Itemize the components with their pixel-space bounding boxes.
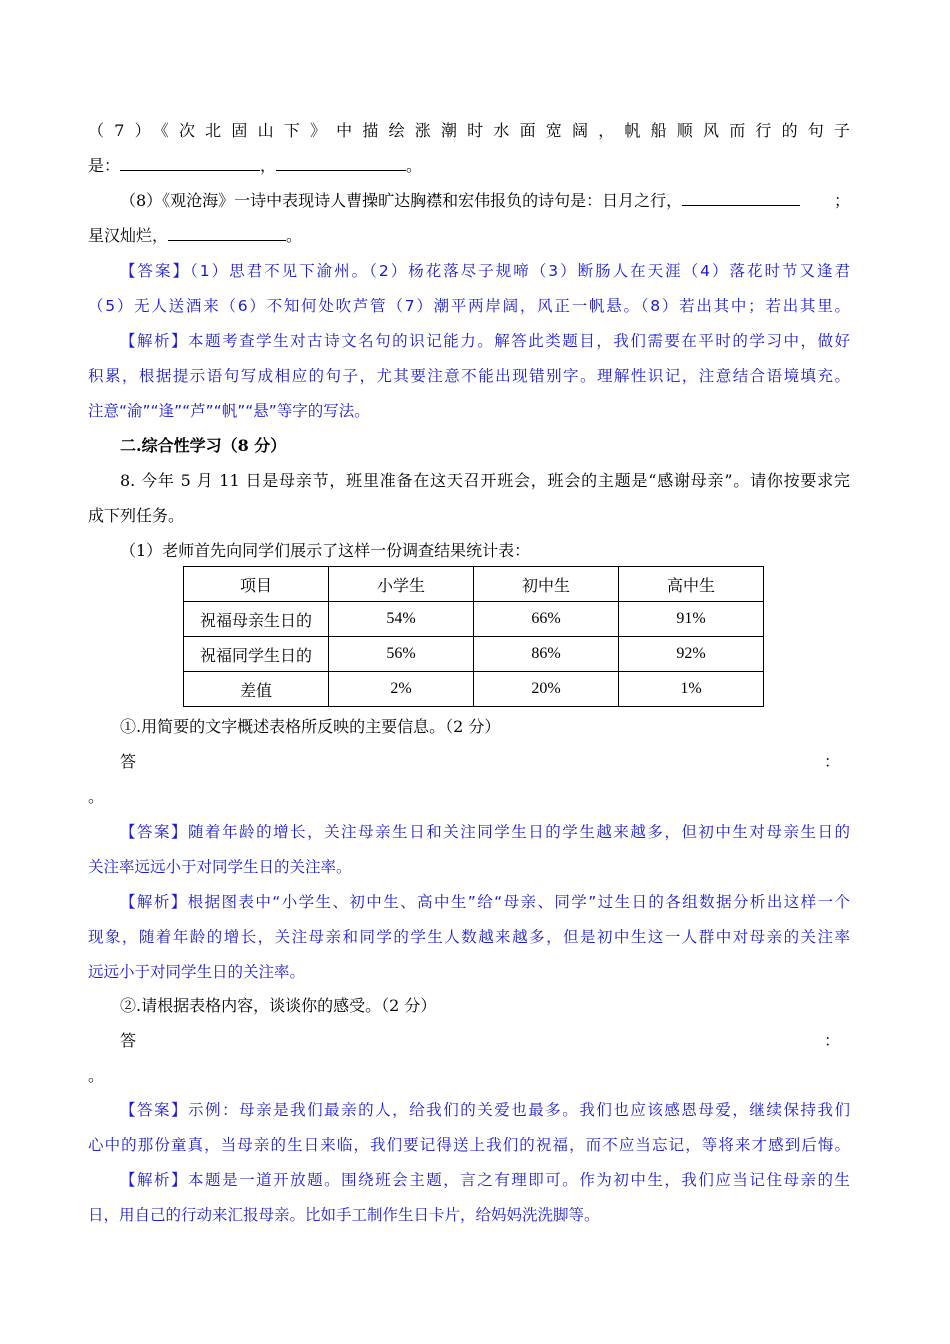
table-row [184,602,764,637]
table-cell: 祝福母亲生日的 [184,602,329,637]
q7-end: 。 [406,156,423,175]
table-header-row [184,567,764,602]
answer1-line2: （5）无人送酒来（6）不知何处吹芦管（7）潮平两岸阔，风正一帆悬。（8）若出其中；若出其里。 [88,297,850,315]
q7-question-line1: （7）《次北固山下》中描绘涨潮时水面宽阔，帆船顺风而行的句子 [88,121,850,140]
qa1-answer-label: 答 [120,752,137,771]
analysis1-line2: 积累，根据提示语句写成相应的句子，尤其要注意不能出现错别字。理解性识记，注意结合语境填充。 [88,367,850,385]
qa1-prompt: ①.用简要的文字概述表格所反映的主要信息。（2 分） [120,717,501,736]
q8-sub1: （1）老师首先向同学们展示了这样一份调查结果统计表： [120,541,531,560]
qa2-colon: ： [823,1031,840,1050]
q8-poem-line2 [88,226,850,246]
qa1-answer-line[interactable] [120,752,850,772]
analysis1-line3: 注意“渝”“逢”“芦”“帆”“悬”等字的写法。 [88,402,370,420]
q8-poem-line1 [120,191,850,211]
qa2-period: 。 [88,1066,105,1085]
q8-poem-end: 。 [286,226,303,245]
table-cell: 差值 [184,672,329,707]
table-cell: 56% [329,637,474,672]
q7-question-line2 [88,156,850,176]
qa2-answer-line2: 心中的那份童真，当母亲的生日来临，我们要记得送上我们的祝福，而不应当忘记，等将来才感到后悔。 [88,1136,850,1154]
qa2-analysis-line1: 【解析】本题是一道开放题。围绕班会主题，言之有理即可。作为初中生，我们应当记住母亲的生 [120,1171,850,1189]
q7-sep: ， [260,156,277,175]
q8-line2: 成下列任务。 [88,506,185,525]
table-cell: 92% [619,637,764,672]
qa1-answer-line2: 关注率远远小于对同学生日的关注率。 [88,858,352,876]
qa1-analysis-line3: 远远小于对同学生日的关注率。 [88,963,306,981]
q7-prefix: 是： [88,156,121,175]
qa2-answer-line1: 【答案】示例：母亲是我们最亲的人，给我们的关爱也最多。我们也应该感恩母爱，继续保持我们 [120,1101,850,1119]
table-cell: 20% [474,672,619,707]
table-row [184,672,764,707]
q7-blank-2[interactable] [276,156,406,171]
qa1-answer-line1: 【答案】随着年龄的增长，关注母亲生日和关注同学生日的学生越来越多，但初中生对母亲生日的 [120,823,850,841]
qa2-prompt: ②.请根据表格内容，谈谈你的感受。（2 分） [120,996,437,1015]
table-cell: 1% [619,672,764,707]
q8-poem-semicolon: ； [833,191,850,210]
answer1-line1: 【答案】（1）思君不见下渝州。（2）杨花落尽子规啼（3）断肠人在天涯（4）落花时节又逢君 [120,262,850,280]
table-cell: 91% [619,602,764,637]
q8-line1: 8. 今年 5 月 11 日是母亲节，班里准备在这天召开班会，班会的主题是“感谢母亲”。请你按要求完 [120,471,850,490]
section2-title: 二.综合性学习（8 分） [120,436,287,455]
q8-poem-blank-2[interactable] [168,226,286,241]
q8-poem-prefix: 星汉灿烂， [88,226,169,245]
q8-poem-blank-1[interactable] [682,191,800,206]
table-header-cell: 小学生 [329,567,474,602]
table-cell: 祝福同学生日的 [184,637,329,672]
table-cell: 54% [329,602,474,637]
table-header-cell: 项目 [184,567,329,602]
q7-blank-1[interactable] [120,156,260,171]
table-cell: 66% [474,602,619,637]
analysis1-line1: 【解析】本题考查学生对古诗文名句的识记能力。解答此类题目，我们需要在平时的学习中，做好 [120,332,850,350]
qa1-colon: ： [823,752,840,771]
survey-table [183,566,764,707]
table-header-cell: 高中生 [619,567,764,602]
qa1-analysis-line1: 【解析】根据图表中“小学生、初中生、高中生”给“母亲、同学”过生日的各组数据分析出这样一个 [120,893,850,911]
table-header-cell: 初中生 [474,567,619,602]
q8-poem-text: （8）《观沧海》一诗中表现诗人曹操旷达胸襟和宏伟报负的诗句是：日月之行， [120,191,683,210]
table-cell: 2% [329,672,474,707]
qa2-answer-line[interactable] [120,1031,850,1051]
qa2-answer-label: 答 [120,1031,137,1050]
table-row [184,637,764,672]
qa1-period: 。 [88,787,105,806]
qa1-analysis-line2: 现象，随着年龄的增长，关注母亲和同学的学生人数越来越多，但是初中生这一人群中对母亲的关注率 [88,928,850,946]
table-cell: 86% [474,637,619,672]
qa2-analysis-line2: 日，用自己的行动来汇报母亲。比如手工制作生日卡片，给妈妈洗洗脚等。 [88,1206,600,1224]
